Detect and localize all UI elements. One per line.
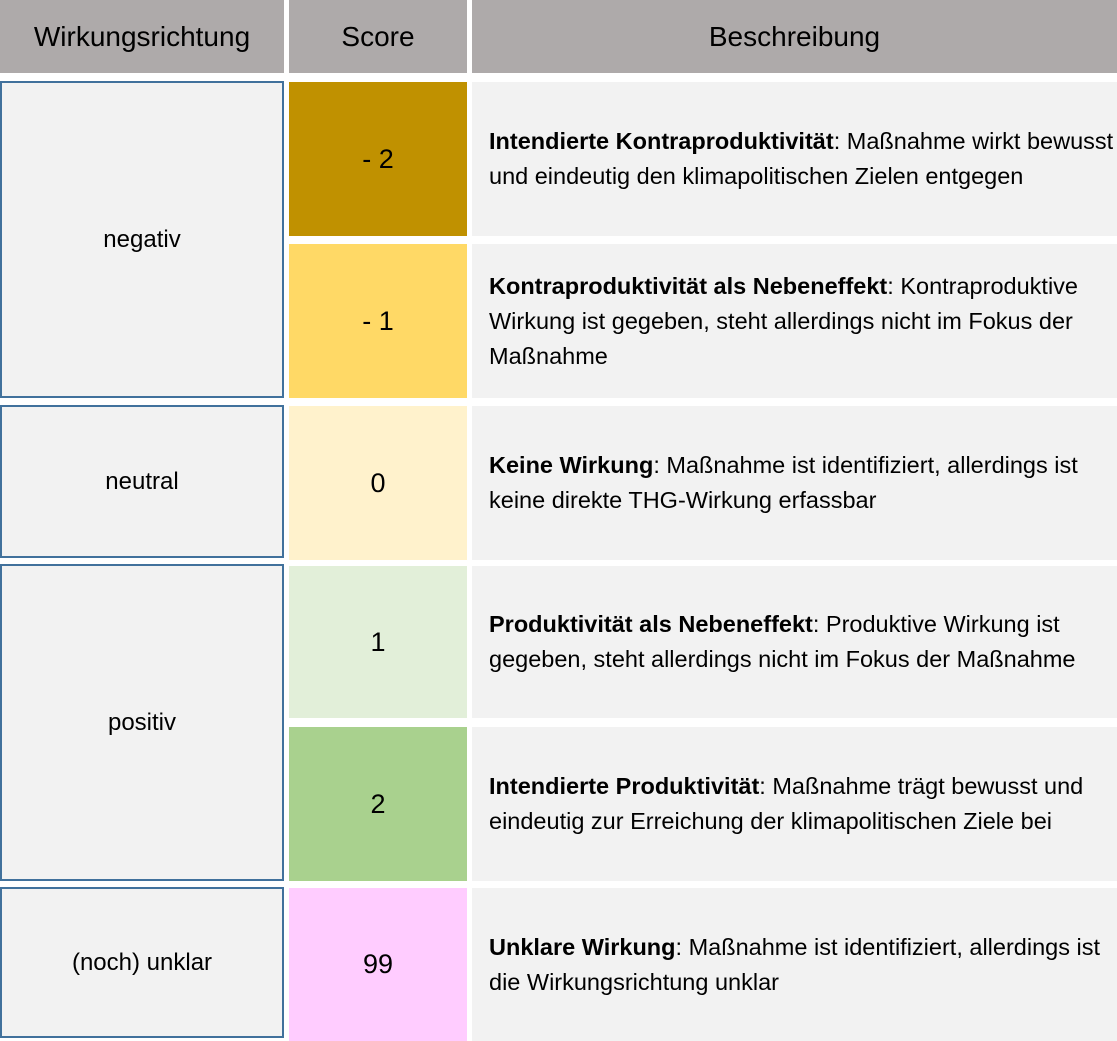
description-cell — [472, 888, 1117, 1041]
description-title: Unklare Wirkung — [489, 933, 676, 960]
description-text: : Maßnahme trägt bewusst und eindeutig zur Erreichung der klimapolitischen Ziele bei — [489, 773, 1084, 834]
score-cell: - 1 — [289, 244, 467, 398]
description-title: Produktivität als Nebeneffekt — [489, 611, 813, 637]
description-text: : Maßnahme ist identifiziert, allerdings ist die Wirkungsrichtung unklar — [489, 933, 1100, 995]
description-title: Kontraproduktivität als Nebeneffekt — [489, 272, 888, 299]
score-cell: 2 — [289, 727, 467, 881]
header-description: Beschreibung — [472, 0, 1117, 73]
score-cell: - 2 — [289, 82, 467, 236]
direction-unclear: (noch) unklar — [0, 887, 284, 1038]
description-title: Keine Wirkung — [489, 452, 654, 478]
description-text: : Produktive Wirkung ist gegeben, steht allerdings nicht im Fokus der Maßnahme — [489, 611, 1076, 672]
description-cell — [472, 566, 1117, 718]
score-cell: 0 — [289, 406, 467, 560]
description-cell — [472, 82, 1117, 236]
direction-neutral: neutral — [0, 405, 284, 558]
description-text: : Maßnahme wirkt bewusst und eindeutig den klimapolitischen Zielen entgegen — [489, 128, 1114, 189]
score-cell: 99 — [289, 888, 467, 1041]
description-text: : Maßnahme ist identifiziert, allerdings ist keine direkte THG-Wirkung erfassbar — [489, 452, 1078, 513]
direction-negative: negativ — [0, 81, 284, 398]
description-title: Intendierte Kontraproduktivität — [489, 128, 834, 154]
header-direction: Wirkungsrichtung — [0, 0, 284, 73]
description-cell — [472, 244, 1117, 398]
description-cell — [472, 406, 1117, 560]
header-score: Score — [289, 0, 467, 73]
description-cell — [472, 727, 1117, 881]
direction-positive: positiv — [0, 564, 284, 881]
score-cell: 1 — [289, 566, 467, 718]
description-text: : Kontraproduktive Wirkung ist gegeben, steht allerdings nicht im Fokus der Maßnahme — [489, 272, 1078, 369]
description-title: Intendierte Produktivität — [489, 773, 760, 799]
